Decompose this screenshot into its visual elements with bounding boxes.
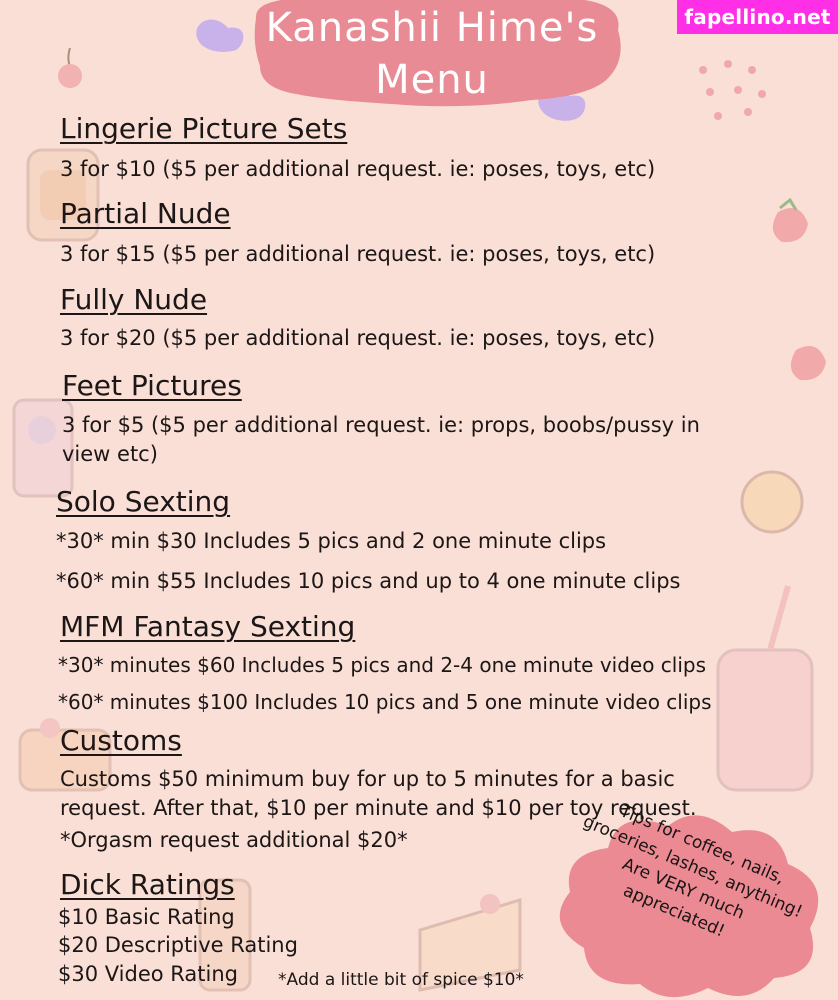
lingerie-heading: Lingerie Picture Sets <box>60 112 348 145</box>
orange-slice-icon <box>742 472 802 532</box>
lingerie-price: 3 for $10 ($5 per additional request. ie: poses, toys, etc) <box>60 157 656 181</box>
customs-heading: Customs <box>60 724 182 757</box>
solo-sexting-30: *30* min $30 Includes 5 pics and 2 one minute clips <box>56 529 607 553</box>
strawberry-icon <box>791 346 826 380</box>
fully-nude-heading: Fully Nude <box>60 283 208 316</box>
feet-pictures-heading: Feet Pictures <box>62 369 242 402</box>
rating-video: $30 Video Rating <box>58 962 238 986</box>
page-title <box>232 2 632 106</box>
customs-line-2: request. After that, $10 per minute and $10 per toy request. <box>60 796 697 820</box>
feet-pictures-price: 3 for $5 ($5 per additional request. ie: props, boobs/pussy in <box>62 413 700 437</box>
smoothie-cup-icon <box>718 586 812 790</box>
title-line-2: Menu <box>375 57 489 103</box>
solo-sexting-heading: Solo Sexting <box>56 485 231 518</box>
rating-basic: $10 Basic Rating <box>58 905 235 929</box>
partial-nude-price: 3 for $15 ($5 per additional request. ie: poses, toys, etc) <box>60 242 656 266</box>
mfm-60: *60* minutes $100 Includes 10 pics and 5 one minute video clips <box>58 690 712 714</box>
rating-descriptive: $20 Descriptive Rating <box>58 933 298 957</box>
mfm-heading: MFM Fantasy Sexting <box>60 610 356 643</box>
partial-nude-heading: Partial Nude <box>60 197 231 230</box>
title-line-1: Kanashii Hime's <box>265 5 599 51</box>
rating-spice-note: *Add a little bit of spice $10* <box>278 970 524 990</box>
fully-nude-price: 3 for $20 ($5 per additional request. ie: poses, toys, etc) <box>60 326 656 350</box>
mfm-30: *30* minutes $60 Includes 5 pics and 2-4 one minute video clips <box>58 653 707 677</box>
dots-pattern <box>699 60 766 120</box>
feet-pictures-price-cont: view etc) <box>62 442 158 466</box>
tips-note: Tips for coffee, nails, groceries, lashes, anything! Are VERY much appreciated! <box>580 801 806 942</box>
watermark: fapellino.net <box>677 0 838 34</box>
strawberry-icon <box>773 200 808 242</box>
customs-line-1: Customs $50 minimum buy for up to 5 minutes for a basic <box>60 767 675 791</box>
customs-line-3: *Orgasm request additional $20* <box>60 828 408 852</box>
ratings-heading: Dick Ratings <box>60 868 235 901</box>
cherry-icon <box>58 48 82 88</box>
solo-sexting-60: *60* min $55 Includes 10 pics and up to 4 one minute clips <box>56 569 681 593</box>
